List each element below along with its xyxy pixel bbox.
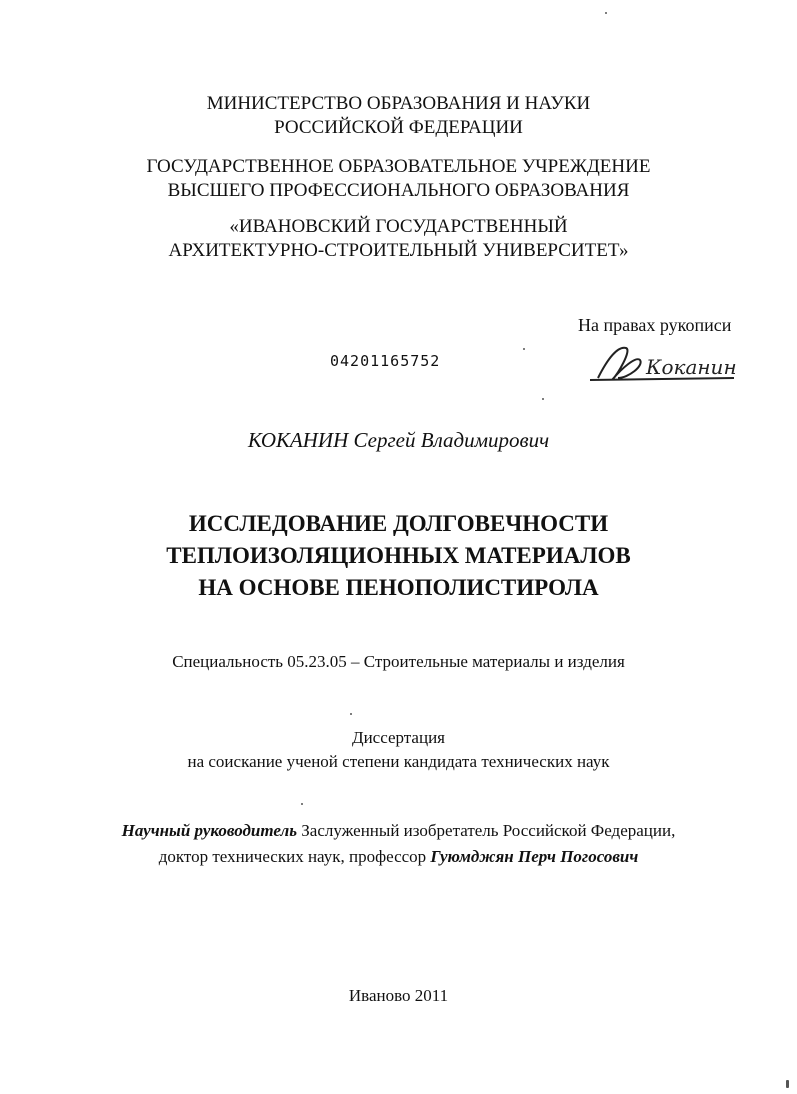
institution-line-1: ГОСУДАРСТВЕННОЕ ОБРАЗОВАТЕЛЬНОЕ УЧРЕЖДЕНИЕ xyxy=(146,156,651,177)
institution-line-2: ВЫСШЕГО ПРОФЕССИОНАЛЬНОГО ОБРАЗОВАНИЯ xyxy=(167,180,630,201)
signature-lettering: Коканин xyxy=(646,355,737,379)
title-line-2: ТЕПЛОИЗОЛЯЦИОННЫХ МАТЕРИАЛОВ xyxy=(166,543,631,568)
university-header xyxy=(0,215,797,263)
dissertation-type: Диссертация xyxy=(351,728,445,747)
dissertation-title xyxy=(0,508,797,604)
ministry-line-1: МИНИСТЕРСТВО ОБРАЗОВАНИЯ И НАУКИ xyxy=(206,93,591,114)
author-name: КОКАНИН Сергей Владимирович xyxy=(247,428,550,452)
author-signature xyxy=(588,338,738,390)
catalog-code: 04201165752 xyxy=(330,352,441,370)
scan-speck xyxy=(605,12,607,14)
ministry-line-2: РОССИЙСКОЙ ФЕДЕРАЦИИ xyxy=(274,117,523,138)
university-line-1: «ИВАНОВСКИЙ ГОСУДАРСТВЕННЫЙ xyxy=(229,216,568,237)
supervisor-name: Гуюмджян Перч Погосович xyxy=(430,847,639,866)
manuscript-rights-note: На правах рукописи xyxy=(578,315,732,335)
supervisor-line-1 xyxy=(0,818,797,844)
dissertation-purpose: на соискание ученой степени кандидата технических наук xyxy=(187,752,610,771)
dissertation-info xyxy=(0,726,797,774)
supervisor-label: Научный руководитель xyxy=(121,821,298,840)
supervisor-title-2: доктор технических наук, профессор xyxy=(158,847,427,866)
institution-header xyxy=(0,155,797,203)
supervisor-block xyxy=(0,818,797,870)
supervisor-title-1: Заслуженный изобретатель Российской Федерации, xyxy=(301,821,676,840)
supervisor-line-2 xyxy=(0,844,797,870)
scan-speck xyxy=(786,1080,789,1088)
specialty: Специальность 05.23.05 – Строительные материалы и изделия xyxy=(172,652,625,671)
title-line-1: ИССЛЕДОВАНИЕ ДОЛГОВЕЧНОСТИ xyxy=(188,511,609,536)
scan-speck xyxy=(542,398,544,400)
city-year: Иваново 2011 xyxy=(348,986,449,1005)
scan-speck xyxy=(523,348,525,350)
scan-speck xyxy=(301,803,303,805)
title-line-3: НА ОСНОВЕ ПЕНОПОЛИСТИРОЛА xyxy=(198,575,599,600)
ministry-header xyxy=(0,92,797,140)
university-line-2: АРХИТЕКТУРНО-СТРОИТЕЛЬНЫЙ УНИВЕРСИТЕТ» xyxy=(168,240,629,261)
scan-speck xyxy=(350,713,352,715)
